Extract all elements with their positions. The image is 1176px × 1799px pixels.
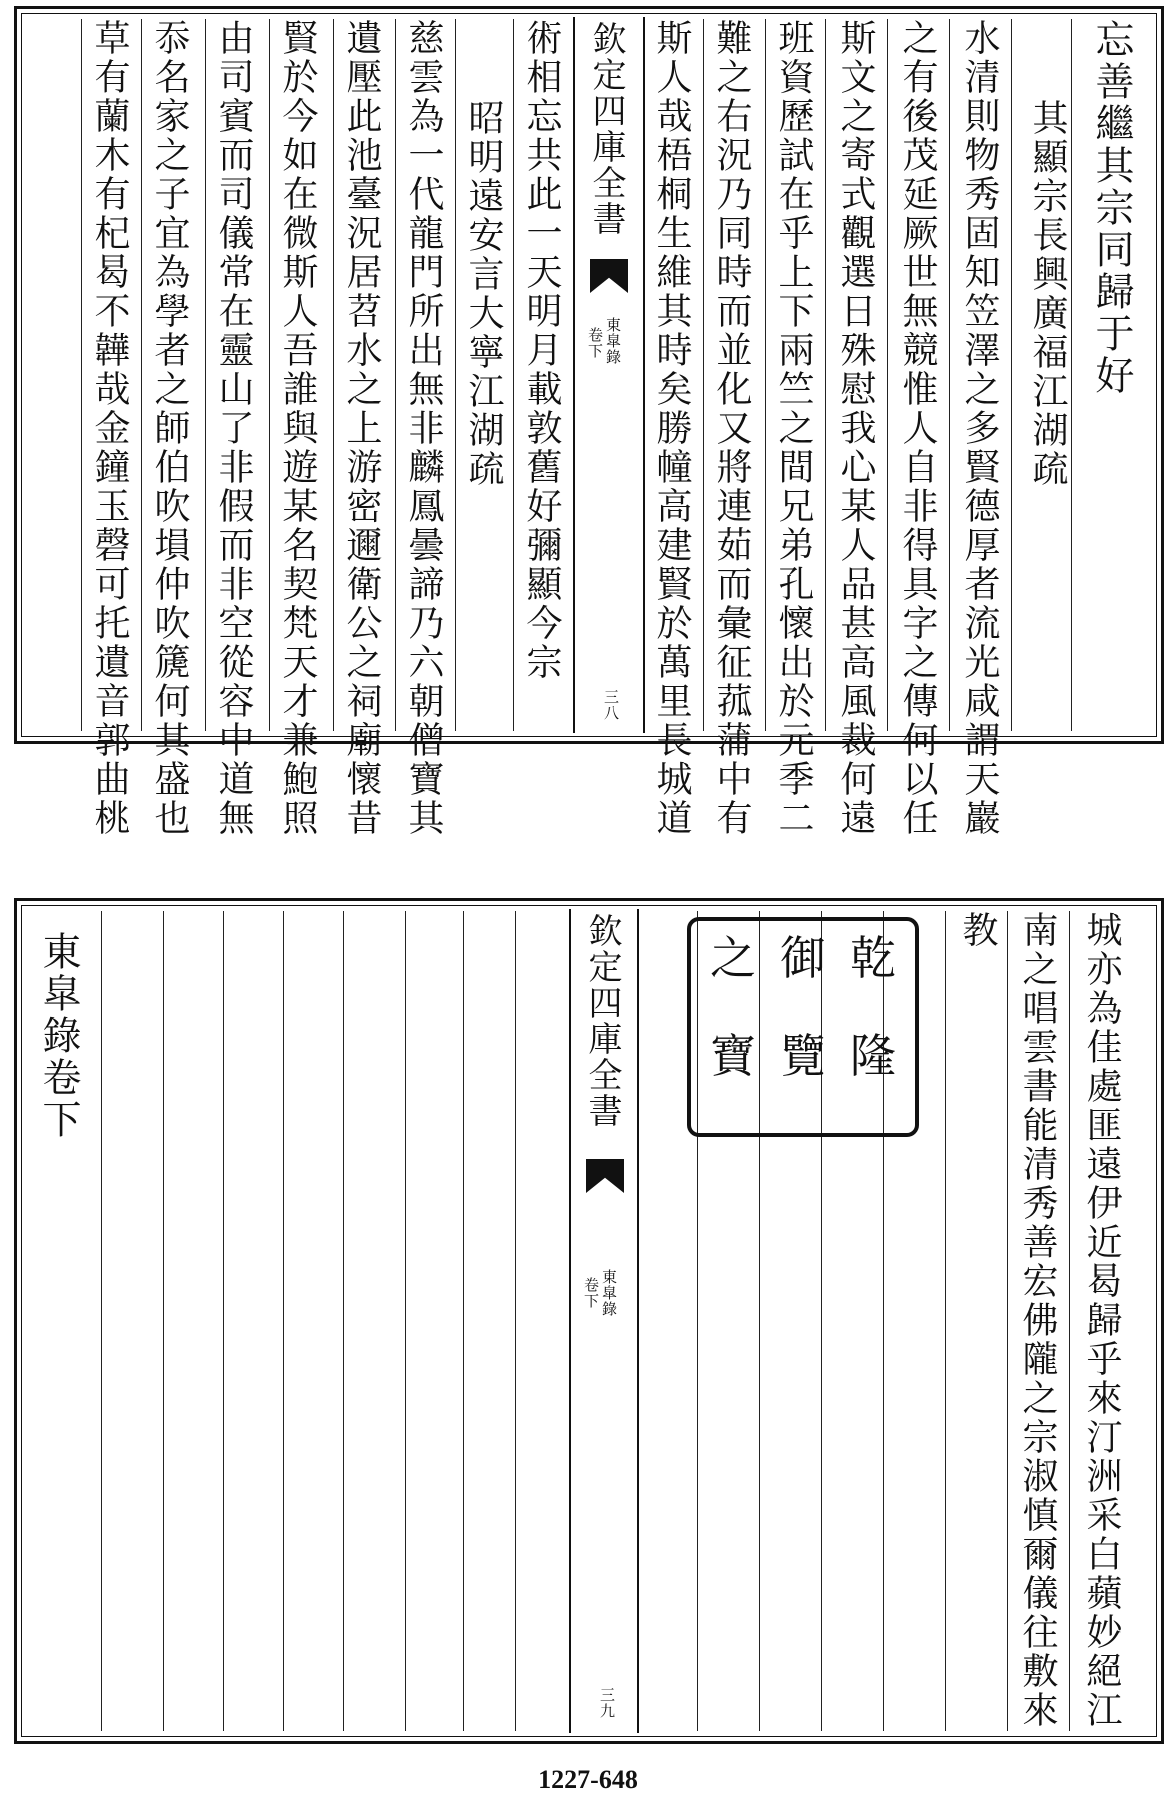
column-rule (283, 911, 284, 1731)
column-rule (703, 19, 704, 731)
text-column-1: 忘善繼其宗同歸于好 (1089, 19, 1134, 397)
spine-page-number: 三八 (602, 689, 620, 721)
seal-glyph: 寶 (710, 1029, 756, 1083)
fishtail-mark (586, 1159, 624, 1193)
column-rule (463, 911, 464, 1731)
column-rule (1011, 19, 1012, 731)
column-rule (163, 911, 164, 1731)
column-rule (455, 19, 456, 731)
column-rule (343, 911, 344, 1731)
text-column-5: 斯文之寄式觀選日殊慰我心某人品甚高風裁何遠 (835, 19, 876, 838)
column-rule (333, 19, 334, 731)
seal-glyph: 乾 (850, 931, 896, 985)
spine-page-number: 三九 (598, 1687, 616, 1719)
seal-glyph: 覽 (780, 1029, 826, 1083)
column-rule (949, 19, 950, 731)
text-column-8: 斯人哉梧桐生維其時矣勝幢高建賢於萬里長城道 (651, 19, 692, 838)
text-column-4: 之有後茂延厥世無競惟人自非得具字之傳何以任 (897, 19, 938, 838)
column-rule (405, 911, 406, 1731)
text-column-3: 水清則物秀固知笠澤之多賢德厚者流光咸謂天巖 (959, 19, 1000, 838)
end-title: 東皐錄卷下 (36, 931, 81, 1141)
spine-book-name: 東皐錄 (600, 1269, 618, 1317)
spine-volume: 卷下 (582, 1277, 600, 1309)
spine-book-name: 東皐錄 (604, 317, 622, 365)
column-rule (205, 19, 206, 731)
text-column-15: 忝名家之子宜為學者之師伯吹塤仲吹篪何其盛也 (149, 19, 190, 838)
column-rule (825, 19, 826, 731)
top-page (14, 6, 1164, 838)
text-column-6: 班資歷試在乎上下兩竺之間兄弟孔懷出於元季二 (773, 19, 814, 838)
column-rule (1071, 19, 1072, 731)
fishtail-mark (590, 259, 628, 293)
text-column-12: 遺壓此池臺況居苕水之上游密邇衛公之祠廟懷昔 (341, 19, 382, 838)
column-rule (1069, 911, 1070, 1731)
text-column-2: 南之唱雲書能清秀善宏佛隴之宗淑慎爾儀往敷來 (1017, 911, 1058, 1730)
spine-title: 欽定四庫全書 (582, 913, 622, 1129)
text-column-13: 賢於今如在微斯人吾誰與遊某名契梵天才兼鮑照 (277, 19, 318, 838)
seal-glyph: 隆 (850, 1029, 896, 1083)
text-column-16: 草有蘭木有杞曷不韡哉金鐘玉磬可托遺音郭曲桃 (89, 19, 130, 838)
text-column-9: 術相忘共此一天明月載敦舊好彌顯今宗 (521, 19, 562, 682)
column-rule (513, 19, 514, 731)
column-rule (515, 911, 516, 1731)
page-footer-number: 1227-648 (538, 1765, 638, 1794)
seal-glyph: 之 (710, 931, 756, 985)
spine-title: 欽定四庫全書 (586, 21, 626, 237)
bottom-page (14, 898, 1164, 1744)
text-column-7: 難之右況乃同時而並化又將連茹而彙征菰蒲中有 (711, 19, 752, 838)
column-rule (765, 19, 766, 731)
column-rule (269, 19, 270, 731)
center-spine (573, 17, 645, 733)
center-spine (569, 909, 639, 1733)
column-rule (81, 19, 82, 731)
text-column-14: 由司賓而司儀常在靈山了非假而非空從容中道無 (213, 19, 254, 838)
text-column-1: 城亦為佳處匪遠伊近曷歸乎來汀洲采白蘋妙絕江 (1081, 911, 1122, 1730)
column-rule (945, 911, 946, 1731)
text-column-3: 教 (957, 911, 998, 950)
column-rule (395, 19, 396, 731)
column-rule (887, 19, 888, 731)
seal-glyph: 御 (780, 931, 826, 985)
spine-volume: 卷下 (586, 327, 604, 359)
text-column-11: 慈雲為一代龍門所出無非麟鳳曇諦乃六朝僧寶其 (403, 19, 444, 838)
imperial-seal (687, 917, 919, 1137)
column-rule (141, 19, 142, 731)
column-rule (1007, 911, 1008, 1731)
column-rule (223, 911, 224, 1731)
text-column-10: 昭明遠安言大寧江湖疏 (463, 99, 504, 489)
column-rule (101, 911, 102, 1731)
text-column-2: 其顯宗長興廣福江湖疏 (1027, 99, 1068, 489)
